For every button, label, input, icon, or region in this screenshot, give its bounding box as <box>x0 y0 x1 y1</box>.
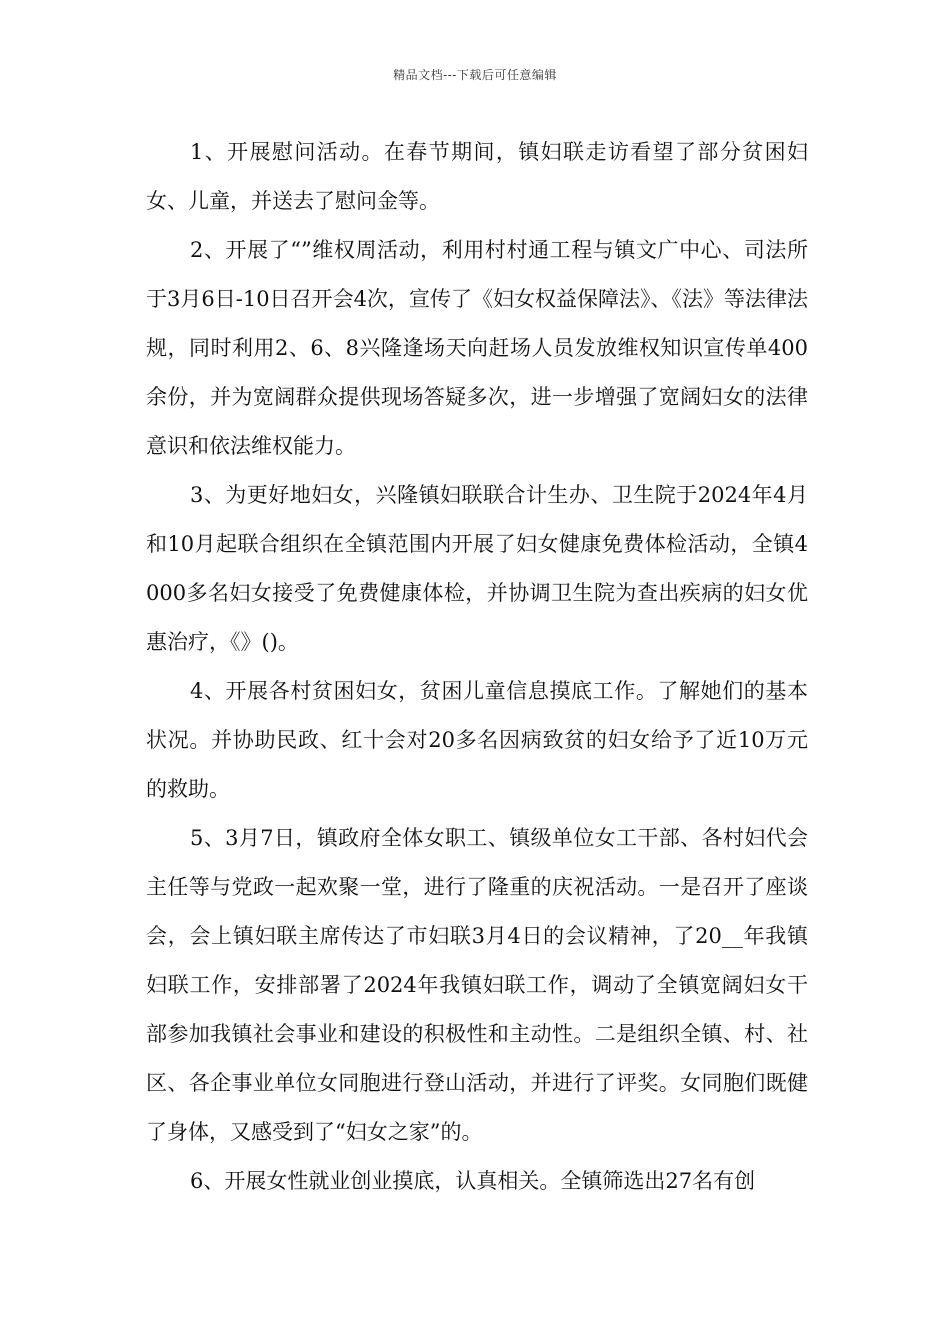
paragraph-1: 1、开展慰问活动。在春节期间，镇妇联走访看望了部分贫困妇女、儿童，并送去了慰问金等。 <box>146 140 808 213</box>
document-body <box>146 128 808 1206</box>
page-header: 精品文档---下载后可任意编辑 <box>393 68 557 82</box>
paragraph-6: 6、开展女性就业创业摸底，认真相关。全镇筛选出27名有创 <box>190 1169 756 1193</box>
paragraph-5: 5、3月7日，镇政府全体女职工、镇级单位女工干部、各村妇代会主任等与党政一起欢聚一堂，进行了隆重的庆祝活动。一是召开了座谈会，会上镇妇联主席传达了市妇联3月4日的会议精神，了20__年我镇妇联工作，安排部署了2024年我镇妇联工作，调动了全镇宽阔妇女干部参加我镇社会事业和建设的积极性和主动性。二是组织全镇、村、社区、各企事业单位女同胞进行登山活动，并进行了评奖。女同胞们既健了身体，又感受到了“妇女之家”的。 <box>146 826 808 1144</box>
paragraph-3: 3、为更好地妇女，兴隆镇妇联联合计生办、卫生院于2024年4月和10月起联合组织在全镇范围内开展了妇女健康免费体检活动，全镇4000多名妇女接受了免费健康体检，并协调卫生院为查出疾病的妇女优惠治疗，《》()。 <box>146 483 808 654</box>
paragraph-4: 4、开展各村贫困妇女，贫困儿童信息摸底工作。了解她们的基本状况。并协助民政、红十会对20多名因病致贫的妇女给予了近10万元的救助。 <box>146 679 808 801</box>
paragraph-2: 2、开展了“”维权周活动，利用村村通工程与镇文广中心、司法所于3月6日-10日召开会4次，宣传了《妇女权益保障法》、《法》等法律法规，同时利用2、6、8兴隆逢场天向赶场人员发放维权知识宣传单400余份，并为宽阔群众提供现场答疑多次，进一步增强了宽阔妇女的法律意识和依法维权能力。 <box>146 238 808 458</box>
